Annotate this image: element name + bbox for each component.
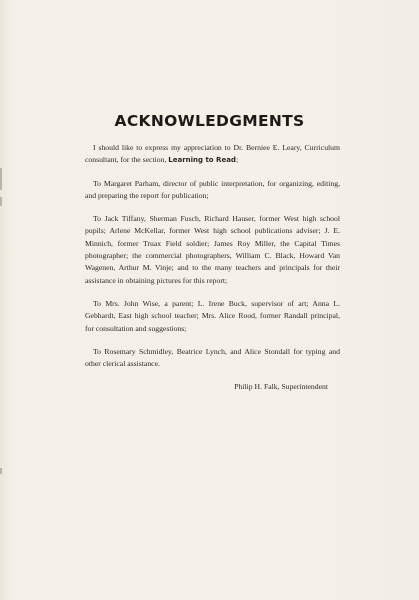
binding-mark (0, 168, 2, 190)
paragraph-consultation: To Mrs. John Wise, a parent; L. Irene Buck, supervisor of art; Anna L. Gebhardt, East high school teacher; Mrs. Alice Rood, former Randall principal, for consultation and suggestions; (85, 298, 340, 333)
paragraph-parham: To Margaret Parham, director of public interpretation, for organizing, editing, and preparing the report for publication; (85, 178, 340, 200)
binding-mark (0, 197, 2, 206)
paragraph-leary (85, 142, 340, 167)
signature: Philip H. Falk, Superintendent (234, 382, 328, 392)
acknowledgment-body (85, 142, 340, 393)
paragraph-text: ; (235, 155, 239, 165)
paragraph-typing: To Rosemary Schmidley, Beatrice Lynch, and Alice Stondall for typing and other clerical assistance. (85, 346, 340, 369)
paragraph-text: I should like to express my appreciation to Dr. Berniee E. Leary, Curriculum consultant, for the section, (85, 143, 340, 165)
paragraph-photographers: To Jack Tiffany, Sherman Fusch, Richard Hauser, former West high school pupils; Arlene McKellar, former West high school publications adviser; J. E. Minnich, former Truax Field soldier; James Roy Miller, the Capital Times photographer; the commercial photographers, William C. Black, Howard Van Wagenen, Arthur M. Vinje; and to the many teachers and principals for their assistance in obtaining pictures for this report; (85, 214, 340, 285)
section-title: Learning to Read (168, 156, 236, 165)
page-title: ACKNOWLEDGMENTS (114, 112, 305, 130)
binding-mark (0, 468, 2, 474)
